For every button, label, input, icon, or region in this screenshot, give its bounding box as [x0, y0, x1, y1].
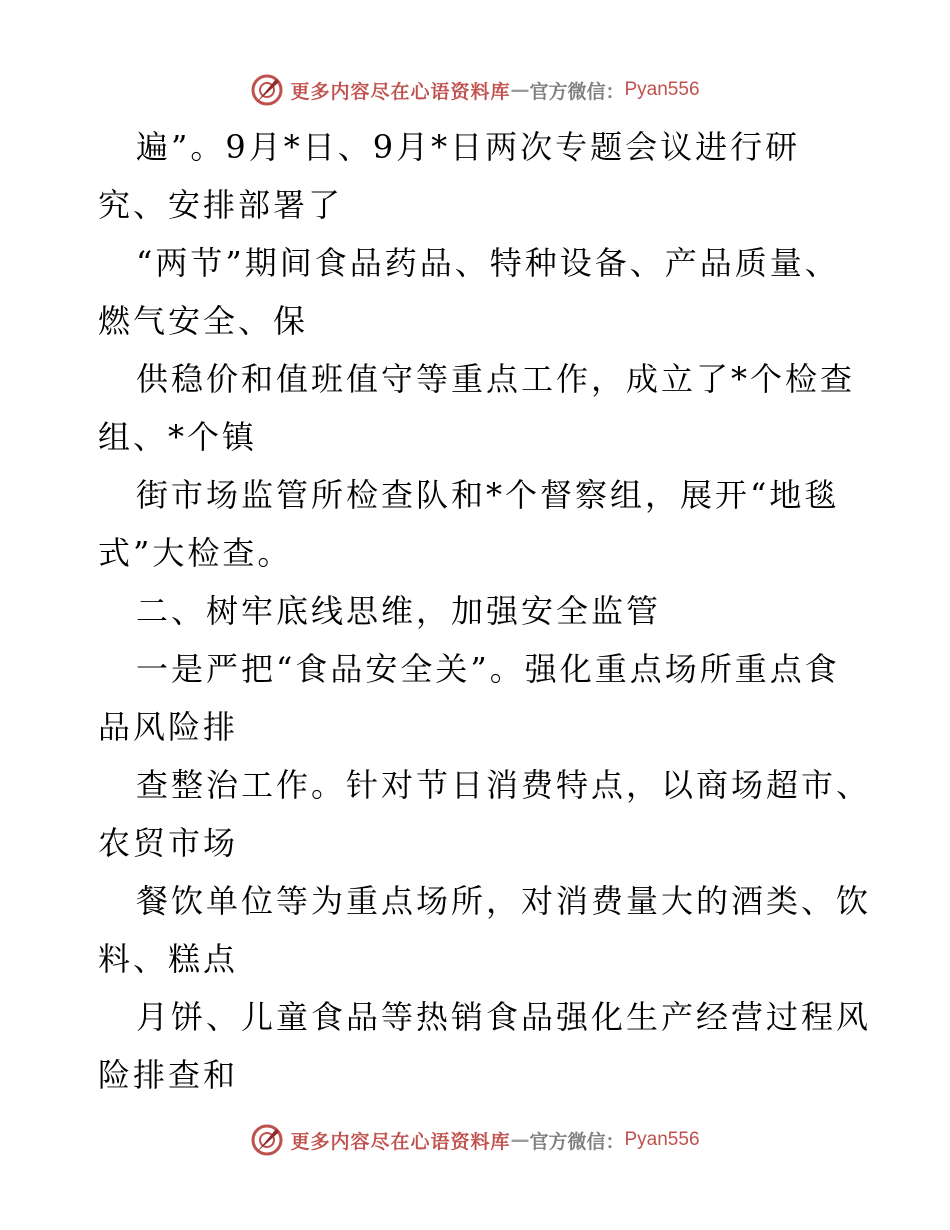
- text-line: 农贸市场: [98, 824, 239, 862]
- text-line: 供稳价和值班值守等重点工作，成立了*个检查: [136, 360, 856, 398]
- watermark-text: 更多内容尽在心语资料库: [290, 80, 511, 103]
- watermark-wechat-label: 官方微信：: [529, 1130, 625, 1153]
- watermark-wechat-id: Pyan556: [624, 79, 700, 100]
- text-line: 一是严把“食品安全关”。强化重点场所重点食: [136, 650, 840, 688]
- watermark-wechat-label: 官方微信：: [529, 80, 625, 103]
- text-line: “两节”期间食品药品、特种设备、产品质量、: [136, 244, 840, 282]
- text-line: 料、糕点: [98, 940, 239, 978]
- text-line: 餐饮单位等为重点场所，对消费量大的酒类、饮: [136, 882, 872, 920]
- document-body: [98, 118, 872, 1104]
- watermark-dash: —: [510, 1129, 530, 1151]
- text-line: 究、安排部署了: [98, 186, 344, 224]
- text-line: 二、树牢底线思维，加强安全监管: [136, 592, 662, 630]
- text-line: 街市场监管所检查队和*个督察组，展开“地毯: [136, 476, 840, 514]
- text-line: 查整治工作。针对节日消费特点，以商场超市、: [136, 766, 872, 804]
- text-line: 式”大检查。: [98, 534, 293, 572]
- text-line: 月饼、儿童食品等热销食品强化生产经营过程风: [136, 998, 872, 1036]
- watermark-wechat-id: Pyan556: [624, 1129, 700, 1150]
- text-line: 组、*个镇: [98, 418, 258, 456]
- footer-watermark: [0, 1120, 950, 1160]
- header-watermark: [0, 70, 950, 110]
- quill-logo-icon: [250, 1123, 284, 1157]
- quill-logo-icon: [250, 73, 284, 107]
- text-line: 险排查和: [98, 1056, 239, 1094]
- text-line: 燃气安全、保: [98, 302, 309, 340]
- text-line: 遍”。9月*日、9月*日两次专题会议进行研: [136, 128, 801, 166]
- watermark-dash: —: [510, 79, 530, 101]
- text-line: 品风险排: [98, 708, 239, 746]
- watermark-text: 更多内容尽在心语资料库: [290, 1130, 511, 1153]
